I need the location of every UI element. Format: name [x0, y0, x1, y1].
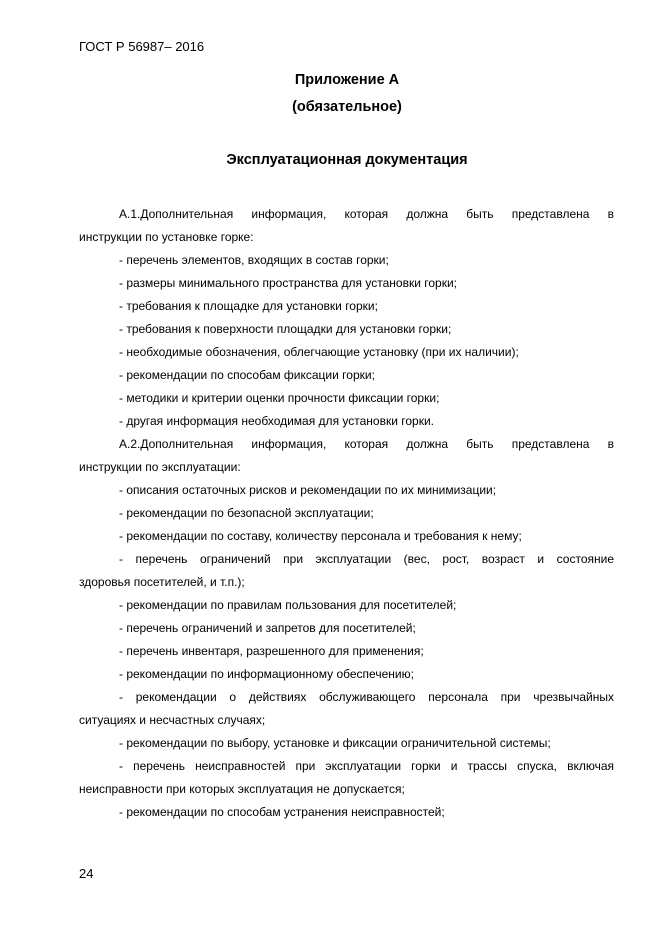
paragraph-a2-line1: А.2.Дополнительная информация, которая должна быть представлена в — [119, 437, 614, 451]
document-body — [79, 203, 614, 824]
list-item-emergency-line2: ситуациях и несчастных случаях; — [79, 713, 266, 727]
list-item: - методики и критерии оценки прочности фиксации горки; — [119, 391, 440, 405]
list-item: - размеры минимального пространства для установки горки; — [119, 276, 457, 290]
list-item-remedy: - рекомендации по способам устранения неисправностей; — [119, 805, 445, 819]
list-item-faults-line2: неисправности при которых эксплуатация не допускается; — [79, 782, 405, 796]
paragraph-a2-line2: инструкции по эксплуатации: — [79, 460, 241, 474]
list-item: - рекомендации по информационному обеспечению; — [119, 667, 414, 681]
list-item-faults-line1: - перечень неисправностей при эксплуатации горки и трассы спуска, включая — [119, 759, 614, 773]
list-item: - требования к площадке для установки горки; — [119, 299, 378, 313]
list-item: - перечень ограничений и запретов для посетителей; — [119, 621, 416, 635]
list-item: - рекомендации по безопасной эксплуатации; — [119, 506, 374, 520]
list-item: - необходимые обозначения, облегчающие установку (при их наличии); — [119, 345, 519, 359]
list-item-restrictions-line1: - перечень ограничений при эксплуатации (вес, рост, возраст и состояние — [119, 552, 614, 566]
page-number: 24 — [79, 866, 94, 881]
list-item: - перечень инвентаря, разрешенного для применения; — [119, 644, 424, 658]
list-item: - описания остаточных рисков и рекомендации по их минимизации; — [119, 483, 497, 497]
list-item-restraint: - рекомендации по выбору, установке и фиксации ограничительной системы; — [119, 736, 551, 750]
annex-title: Приложение А — [294, 72, 400, 88]
list-item: - перечень элементов, входящих в состав горки; — [119, 253, 389, 267]
paragraph-a1-line1: А.1.Дополнительная информация, которая должна быть представлена в — [119, 207, 614, 221]
list-item-restrictions-line2: здоровья посетителей, и т.п.); — [79, 575, 245, 589]
list-item: - другая информация необходимая для установки горки. — [119, 414, 435, 428]
annex-status: (обязательное) — [292, 99, 402, 115]
section-title: Эксплуатационная документация — [226, 152, 468, 168]
standard-designation: ГОСТ Р 56987– 2016 — [79, 39, 205, 54]
paragraph-a1-line2: инструкции по установке горке: — [79, 230, 254, 244]
list-item: - требования к поверхности площадки для установки горки; — [119, 322, 452, 336]
list-item-emergency-line1: - рекомендации о действиях обслуживающего персонала при чрезвычайных — [119, 690, 614, 704]
list-item: - рекомендации по способам фиксации горки; — [119, 368, 375, 382]
list-item: - рекомендации по правилам пользования для посетителей; — [119, 598, 457, 612]
list-item: - рекомендации по составу, количеству персонала и требования к нему; — [119, 529, 522, 543]
